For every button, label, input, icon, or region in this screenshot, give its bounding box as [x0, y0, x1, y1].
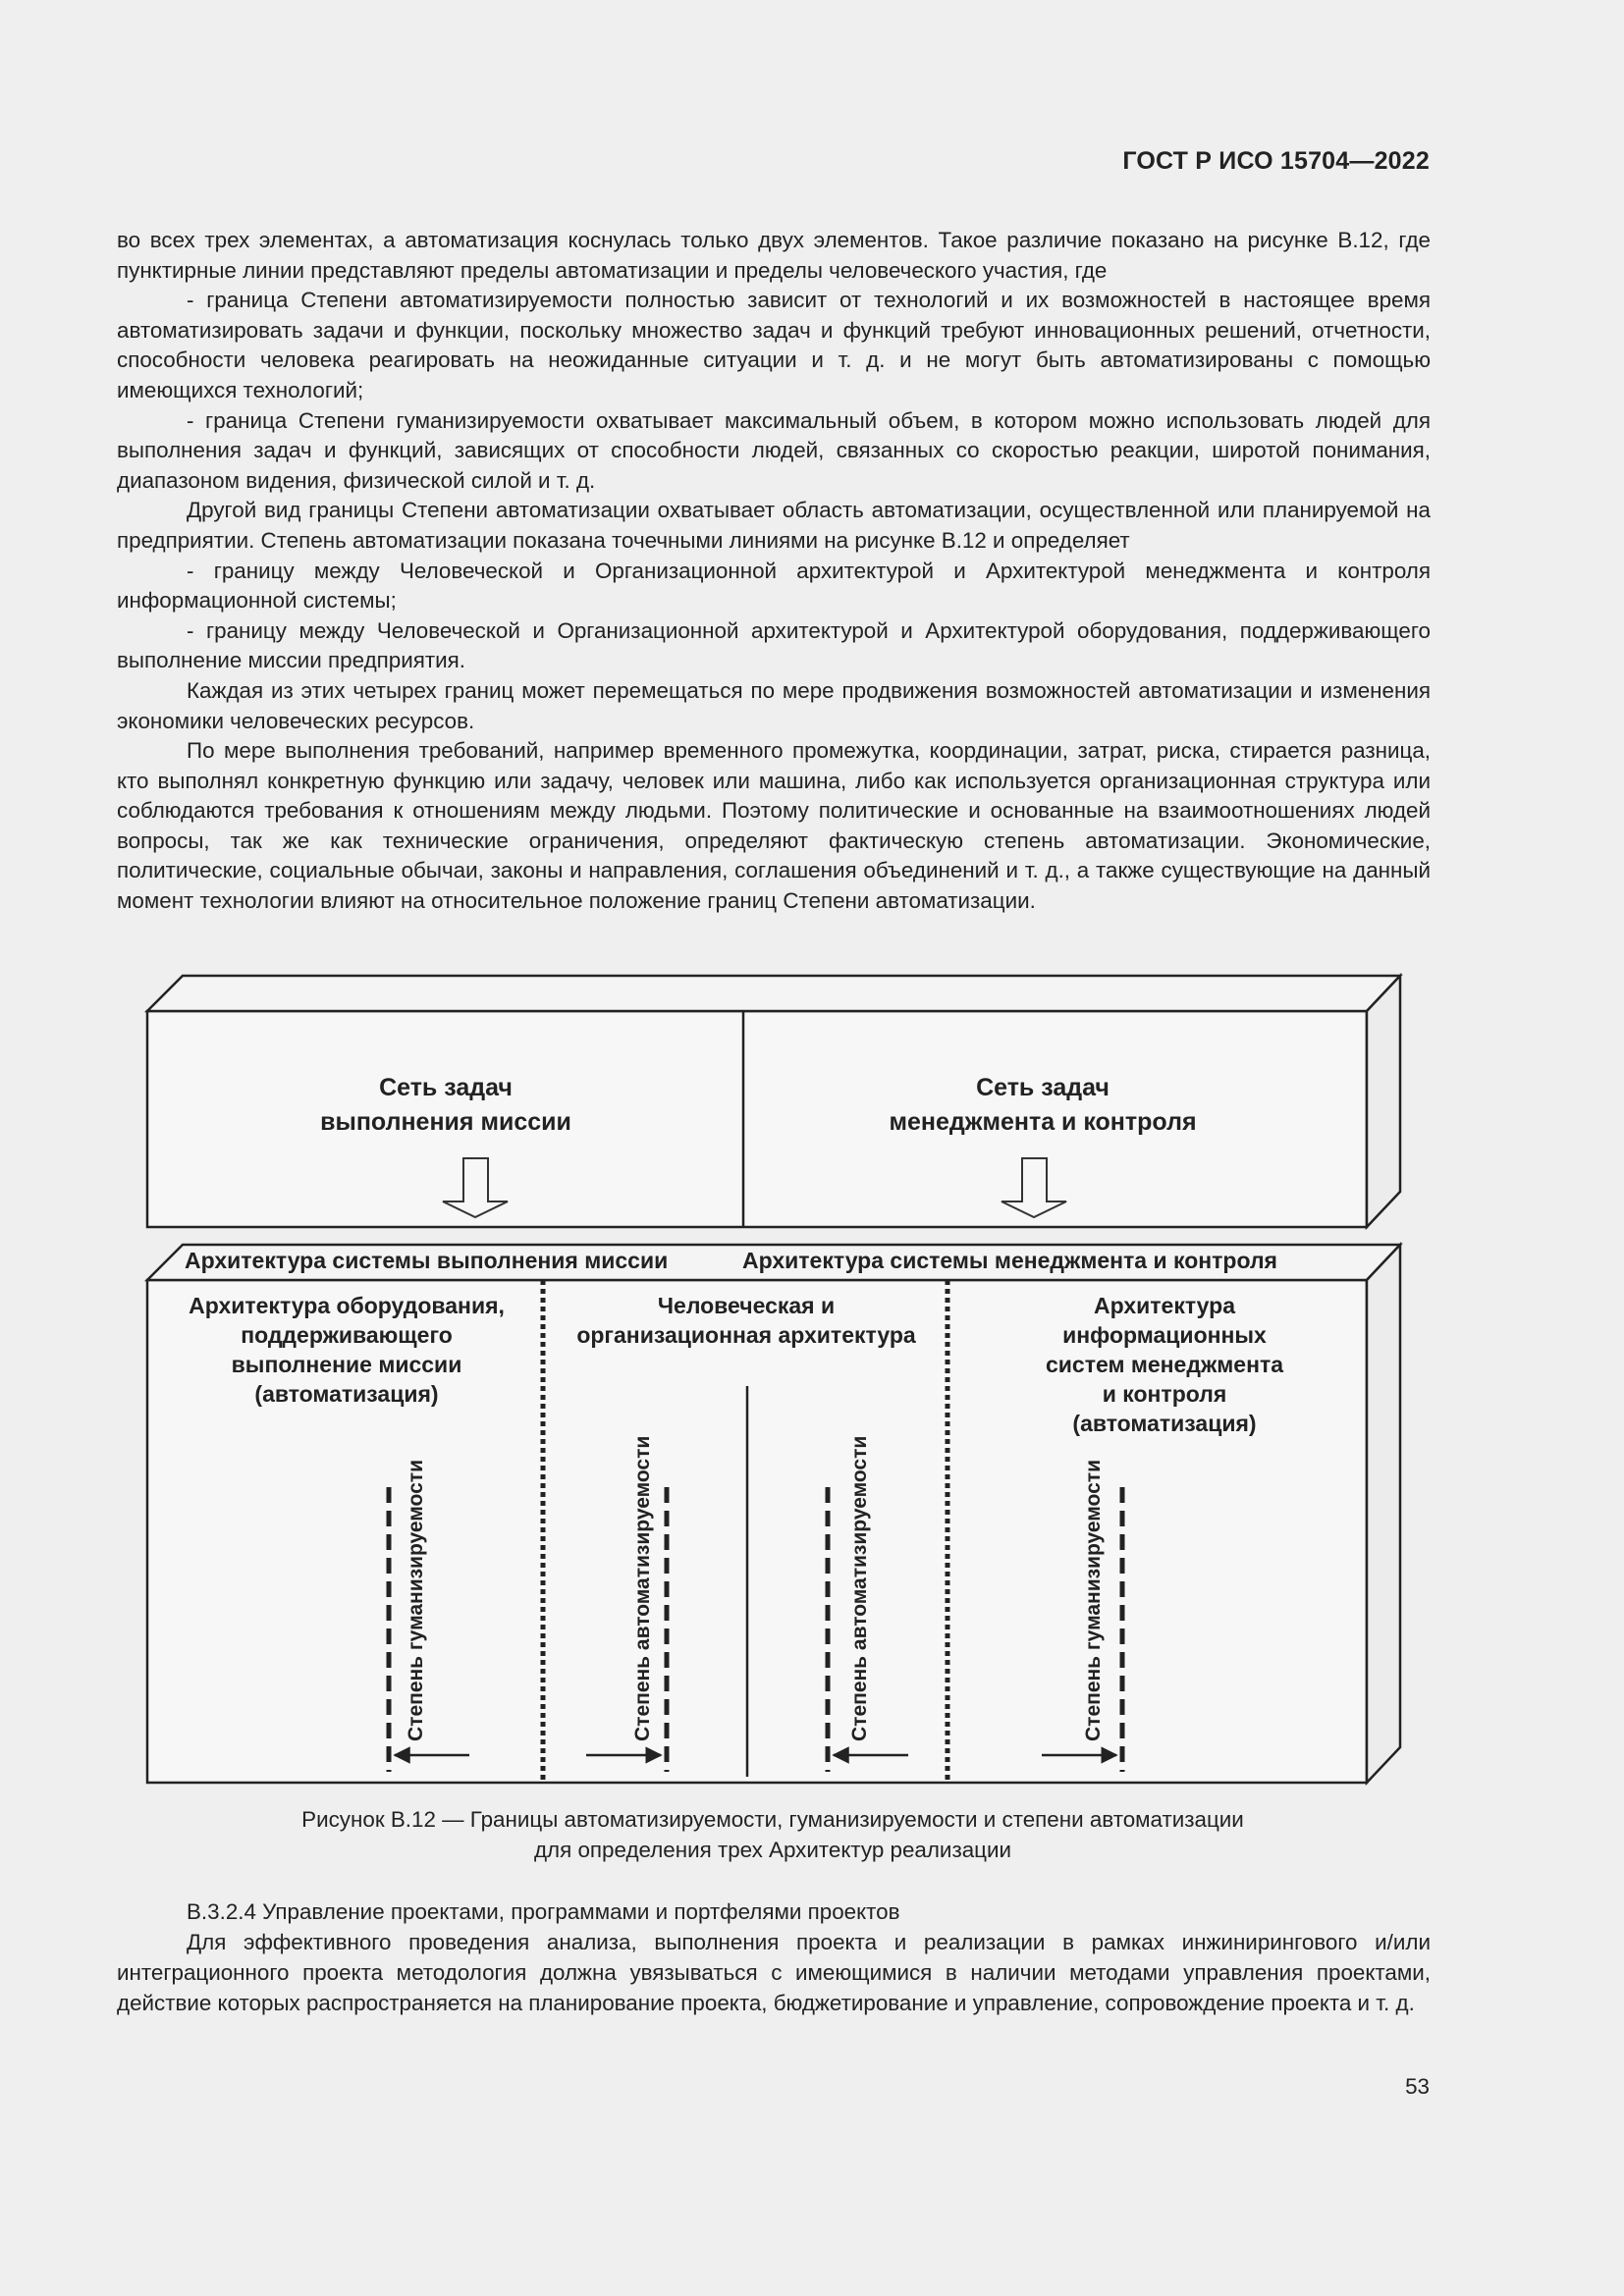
- caption-line: Рисунок В.12 — Границы автоматизируемости, гуманизируемости и степени автоматизации: [301, 1807, 1244, 1832]
- paragraph: Для эффективного проведения анализа, выполнения проекта и реализации в рамках инжинирингового и/или интеграционного проекта методология должна увязываться с имеющимися в наличии методами управления проектами, действие которых распространяется на планирование проекта, бюджетирование и управление, сопровождение проекта и т. д.: [117, 1930, 1431, 2015]
- col1-title: поддерживающего: [241, 1322, 453, 1348]
- col3-title: информационных: [1062, 1322, 1267, 1348]
- col3-title: (автоматизация): [1072, 1411, 1257, 1436]
- page-number: 53: [1405, 2074, 1430, 2099]
- arch-mission-label: Архитектура системы выполнения миссии: [185, 1248, 669, 1273]
- list-item: - граница Степени гуманизируемости охватывает максимальный объем, в котором можно использовать людей для выполнения задач и функций, зависящих от способности людей, связанных со скоростью реакции, широтой понимания, диапазоном видения, физической силой и т. д.: [117, 407, 1431, 493]
- section: [117, 1896, 1431, 2018]
- top-left-title: Сеть задач: [379, 1074, 513, 1101]
- vertical-label-humanization: Степень гуманизируемости: [1082, 1460, 1105, 1741]
- vertical-label-automation: Степень автоматизируемости: [631, 1435, 654, 1741]
- top-left-title: выполнения миссии: [320, 1108, 571, 1136]
- col1-title: выполнение миссии: [231, 1352, 462, 1377]
- top-box-side: [1367, 976, 1400, 1227]
- bottom-box-side: [1367, 1245, 1400, 1783]
- paragraph: во всех трех элементах, а автоматизация коснулась только двух элементов. Такое различие показано на рисунке В.12, где пунктирные линии представляют пределы автоматизации и пределы человеческого участия, где: [117, 228, 1431, 283]
- paragraph: Каждая из этих четырех границ может перемещаться по мере продвижения возможностей автоматизации и изменения экономики человеческих ресурсов.: [117, 677, 1431, 733]
- top-right-title: Сеть задач: [976, 1074, 1110, 1101]
- list-item: - граница Степени автоматизируемости полностью зависит от технологий и их возможностей в настоящее время автоматизировать задачи и функции, поскольку множество задач и функций требуют инновационных решений, отчетности, способности человека реагировать на неожиданные ситуации и т. д. и не могут быть автоматизированы с помощью имеющихся технологий;: [117, 288, 1431, 402]
- top-right-title: менеджмента и контроля: [889, 1108, 1197, 1136]
- caption-line: для определения трех Архитектур реализации: [533, 1838, 1011, 1862]
- col3-title: Архитектура: [1093, 1293, 1236, 1318]
- top-box-top: [147, 976, 1400, 1011]
- vertical-label-automation: Степень автоматизируемости: [848, 1435, 871, 1741]
- col2-title: Человеческая и: [657, 1293, 836, 1318]
- col3-title: и контроля: [1102, 1381, 1227, 1407]
- section-heading: В.3.2.4 Управление проектами, программами и портфелями проектов: [187, 1899, 900, 1924]
- arch-mgmt-label: Архитектура системы менеджмента и контроля: [742, 1248, 1277, 1273]
- vertical-label-humanization: Степень гуманизируемости: [405, 1460, 427, 1741]
- col3-title: систем менеджмента: [1045, 1352, 1284, 1377]
- document-code: ГОСТ Р ИСО 15704—2022: [1122, 147, 1430, 175]
- col1-title: (автоматизация): [254, 1381, 439, 1407]
- list-item: - границу между Человеческой и Организационной архитектурой и Архитектурой менеджмента и контроля информационной системы;: [117, 558, 1431, 614]
- paragraph: По мере выполнения требований, например временного промежутка, координации, затрат, риска, стирается разница, кто выполнял конкретную функцию или задачу, человек или машина, либо как используется организационная структура или соблюдаются требования к отношениям между людьми. Поэтому политические и основанные на взаимоотношениях людей вопросы, так же как технические ограничения, определяют фактическую степень автоматизации. Экономические, политические, социальные обычаи, законы и направления, соглашения объединений и т. д., а также существующие на данный момент технологии влияют на относительное положение границ Степени автоматизации.: [117, 738, 1431, 914]
- figure-caption: [0, 1804, 1545, 1865]
- list-item: - границу между Человеческой и Организационной архитектурой и Архитектурой оборудования, поддерживающего выполнение миссии предприятия.: [117, 617, 1431, 673]
- col1-title: Архитектура оборудования,: [189, 1293, 505, 1318]
- paragraph: Другой вид границы Степени автоматизации охватывает область автоматизации, осуществленной или планируемой на предприятии. Степень автоматизации показана точечными линиями на рисунке В.12 и определяет: [117, 498, 1431, 553]
- col2-title: организационная архитектура: [576, 1322, 916, 1348]
